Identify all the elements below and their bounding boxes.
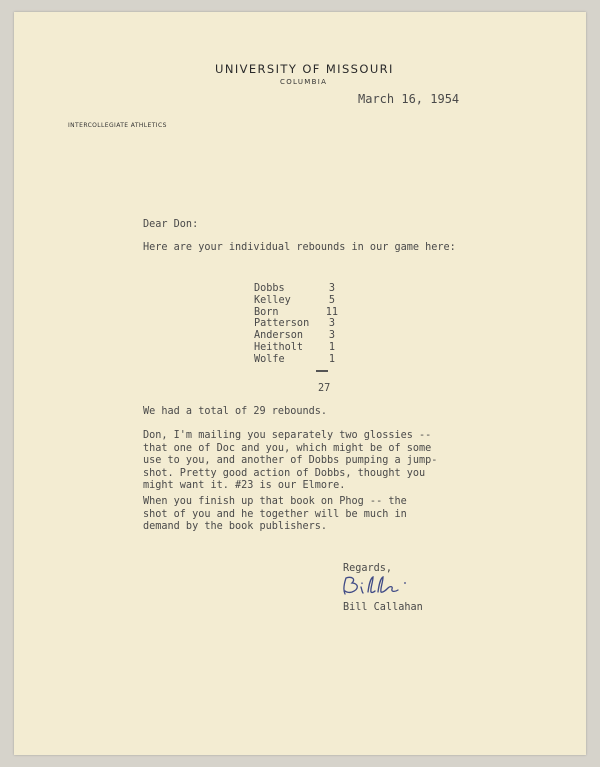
letterhead-institution: UNIVERSITY OF MISSOURI <box>215 62 394 76</box>
paragraph-line: that one of Doc and you, which might be of some <box>143 442 432 454</box>
rebound-count: 3 <box>328 330 335 342</box>
paragraph-glossies <box>143 430 473 493</box>
player-name: Kelley <box>254 294 291 306</box>
rebound-row <box>254 307 354 319</box>
sum-rule <box>316 370 328 372</box>
salutation: Dear Don: <box>143 219 199 230</box>
rebound-count: 1 <box>328 341 335 353</box>
rebound-row <box>254 295 354 307</box>
handwritten-signature <box>338 572 418 598</box>
player-name: Born <box>254 306 279 318</box>
player-name: Dobbs <box>254 283 285 294</box>
rebound-count: 5 <box>328 294 335 306</box>
rebound-table <box>254 283 354 366</box>
rebound-count: 1 <box>328 353 335 365</box>
rebound-sum: 27 <box>318 383 331 394</box>
rebound-count: 3 <box>328 318 335 330</box>
rebound-row <box>254 330 354 342</box>
paragraph-line: When you finish up that book on Phog -- the <box>143 496 407 507</box>
paragraph-line: shot of you and he together will be much in <box>143 508 407 520</box>
paragraph-line: use to you, and another of Dobbs pumping a jump- <box>143 455 438 467</box>
signer-name: Bill Callahan <box>343 602 423 613</box>
intro-sentence: Here are your individual rebounds in our game here: <box>143 242 456 253</box>
player-name: Heitholt <box>254 341 304 353</box>
paragraph-line: shot. Pretty good action of Dobbs, thought you <box>143 467 426 479</box>
paragraph-book <box>143 496 473 534</box>
rebound-row <box>254 283 354 295</box>
letter-date: March 16, 1954 <box>358 92 460 106</box>
paragraph-line: might want it. #23 is our Elmore. <box>143 480 346 492</box>
paragraph-line: Don, I'm mailing you separately two glossies -- <box>143 430 432 441</box>
letterhead-department: INTERCOLLEGIATE ATHLETICS <box>68 122 167 129</box>
rebound-row <box>254 354 354 366</box>
rebound-count: 3 <box>328 283 335 294</box>
total-rebounds-line: We had a total of 29 rebounds. <box>143 406 328 417</box>
letterhead-campus: COLUMBIA <box>280 78 328 86</box>
paragraph-line: demand by the book publishers. <box>143 521 328 533</box>
rebound-count: 11 <box>325 306 338 318</box>
player-name: Wolfe <box>254 353 285 365</box>
closing: Regards, <box>343 563 393 574</box>
rebound-row <box>254 342 354 354</box>
player-name: Anderson <box>254 330 304 342</box>
player-name: Patterson <box>254 318 310 330</box>
rebound-row <box>254 318 354 330</box>
